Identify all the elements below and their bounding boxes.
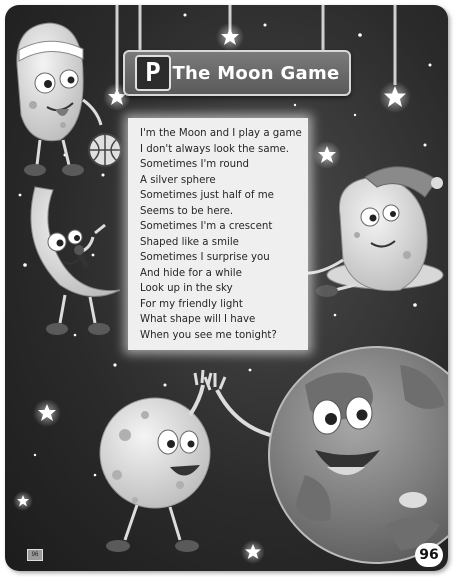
crescent-moon-character [31, 187, 120, 335]
poem-line: What shape will I have [140, 314, 256, 325]
half-moon-character [288, 167, 443, 297]
section-badge [135, 55, 171, 91]
title-banner [123, 50, 351, 96]
basketball-icon [89, 134, 121, 166]
poem-line: And hide for a while [140, 267, 242, 279]
poem-line: When you see me tonight? [140, 329, 277, 341]
corner-tag: 96 [27, 549, 43, 561]
page-title: The Moon Game [172, 62, 340, 84]
high-five-moon-character [100, 370, 211, 552]
star-icon [33, 399, 61, 427]
poem-line: Shaped like a smile [140, 236, 239, 248]
poem-line: Sometimes I'm a crescent [140, 221, 273, 232]
book-page [5, 5, 448, 571]
poem-line: Sometimes I'm round [140, 159, 249, 170]
poem-line: Sometimes just half of me [140, 190, 274, 201]
poem-line: Look up in the sky [140, 283, 233, 294]
star-icon [313, 141, 341, 169]
poem-line: Seems to be here. [140, 205, 234, 217]
poem-line: Sometimes I surprise you [140, 252, 270, 263]
star-icon [13, 491, 33, 511]
star-icon [379, 81, 411, 113]
earth-character [205, 347, 448, 563]
poem-line: A silver sphere [140, 174, 216, 186]
poem-line: For my friendly light [140, 298, 243, 310]
badge-letter: P [145, 58, 161, 88]
page-number: 96 [415, 543, 443, 567]
poem-line: I'm the Moon and I play a game [140, 128, 302, 139]
star-icon [241, 540, 265, 564]
poem-line: I don't always look the same. [140, 143, 290, 155]
star-icon [216, 23, 244, 51]
poem-box [128, 118, 308, 350]
